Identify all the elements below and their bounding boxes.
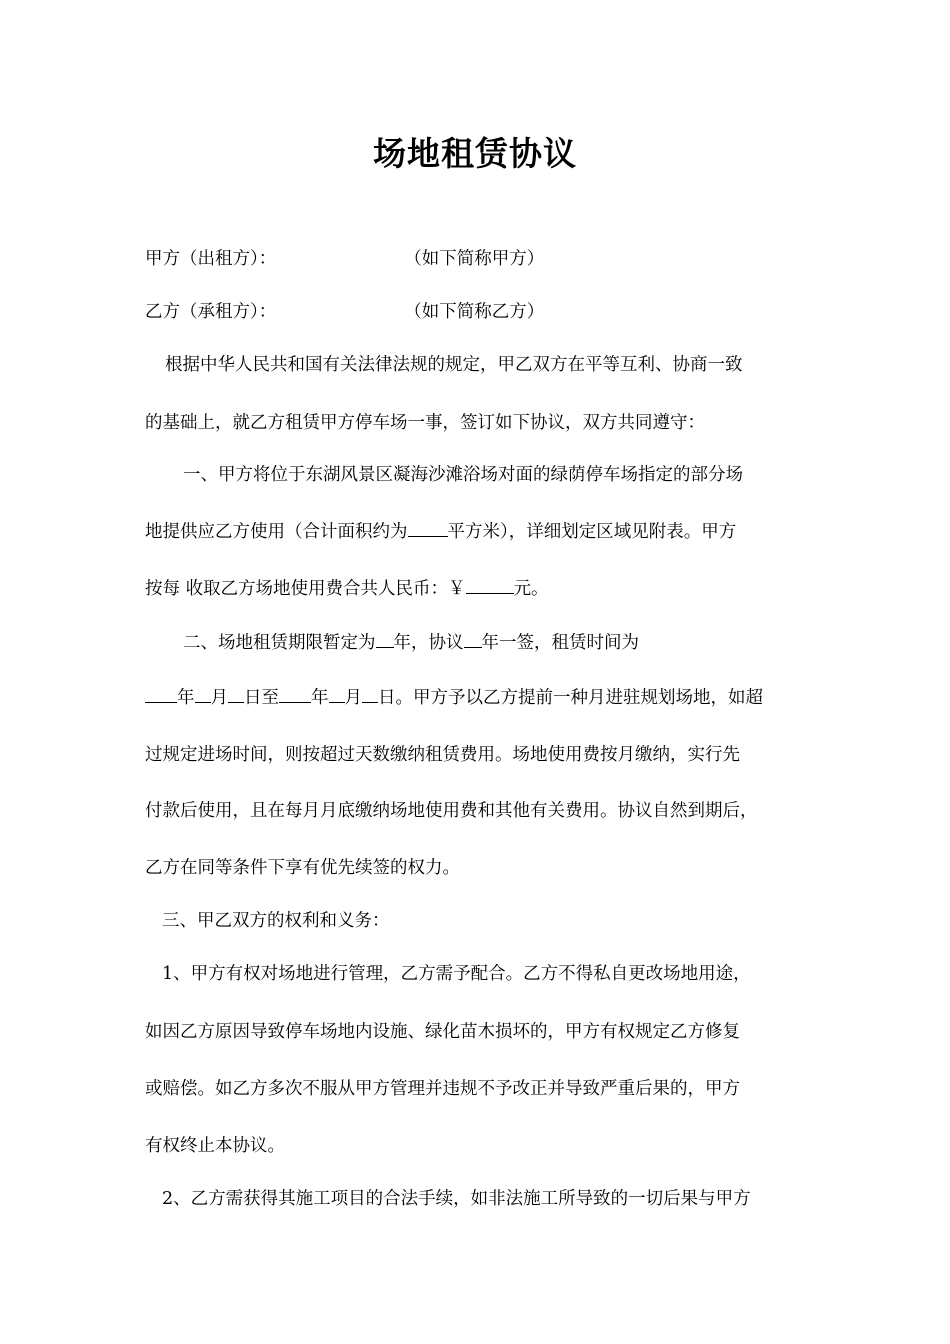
clause-2-text: 年一签，租赁时间为 [481, 633, 639, 653]
clause-1-text: 地提供应乙方使用（合计面积约为 [145, 522, 408, 542]
party-b-label: 乙方（承租方）： [145, 302, 277, 322]
start-year-blank [145, 686, 177, 703]
clause-3-item-2-line-1: 2、乙方需获得其施工项目的合法手续，如非法施工所导致的一切后果与甲方 [162, 1189, 751, 1209]
preamble-line-2: 的基础上，就乙方租赁甲方停车场一事，签订如下协议，双方共同遵守： [145, 413, 705, 433]
clause-2-line-5: 乙方在同等条件下享有优先续签的权力。 [145, 858, 460, 878]
term-blank [376, 631, 394, 648]
clause-3-item-1-line-3: 或赔偿。如乙方多次不服从甲方管理并违规不予改正并导致严重后果的，甲方 [145, 1079, 740, 1099]
end-year-blank [279, 686, 311, 703]
end-month-blank [329, 686, 345, 703]
area-blank [408, 520, 448, 537]
clause-2-text: 年，协议 [393, 633, 464, 653]
clause-2-text: 年 [177, 688, 195, 708]
clause-2-line-1 [183, 631, 639, 655]
start-month-blank [195, 686, 211, 703]
party-a-alias: （如下简称甲方） [404, 249, 545, 269]
clause-3-item-1-line-2: 如因乙方原因导致停车场地内设施、绿化苗木损坏的，甲方有权规定乙方修复 [145, 1022, 740, 1042]
clause-2-line-3: 过规定进场时间，则按超过天数缴纳租赁费用。场地使用费按月缴纳，实行先 [145, 745, 740, 765]
party-b-line [145, 300, 544, 324]
fee-blank [466, 577, 514, 594]
clause-2-text: 月 [210, 688, 228, 708]
clause-2-text: 月 [344, 688, 362, 708]
preamble-line-1: 根据中华人民共和国有关法律法规的规定，甲乙双方在平等互利、协商一致 [165, 355, 743, 375]
clause-1-text: 按每 收取乙方场地使用费合共人民币：￥ [145, 579, 466, 599]
clause-2-text: 日至 [244, 688, 279, 708]
clause-1-text: 元。 [513, 579, 549, 599]
clause-1-line-3 [145, 577, 549, 601]
end-day-blank [362, 686, 378, 703]
clause-2-text: 日。甲方予以乙方提前一种月进驻规划场地，如超 [378, 688, 763, 708]
clause-1-line-2 [145, 520, 736, 544]
clause-2-text: 年 [311, 688, 329, 708]
clause-1-text: 平方米），详细划定区域见附表。甲方 [447, 522, 737, 542]
party-a-label: 甲方（出租方）： [145, 249, 277, 269]
party-a-line [145, 247, 544, 271]
party-b-alias: （如下简称乙方） [404, 302, 545, 322]
start-day-blank [228, 686, 244, 703]
clause-3-item-1-line-1: 1、甲方有权对场地进行管理，乙方需予配合。乙方不得私自更改场地用途， [162, 964, 751, 984]
clause-3-item-1-line-4: 有权终止本协议。 [145, 1136, 285, 1156]
document-title: 场地租赁协议 [373, 134, 577, 173]
clause-2-text: 二、场地租赁期限暂定为 [183, 633, 376, 653]
clause-3-heading: 三、甲乙双方的权利和义务： [162, 911, 390, 931]
clause-1-line-1: 一、甲方将位于东湖风景区凝海沙滩浴场对面的绿荫停车场指定的部分场 [183, 465, 743, 485]
clause-2-line-4: 付款后使用，且在每月月底缴纳场地使用费和其他有关费用。协议自然到期后， [145, 801, 758, 821]
clause-2-line-2 [145, 686, 763, 710]
renewal-blank [464, 631, 482, 648]
